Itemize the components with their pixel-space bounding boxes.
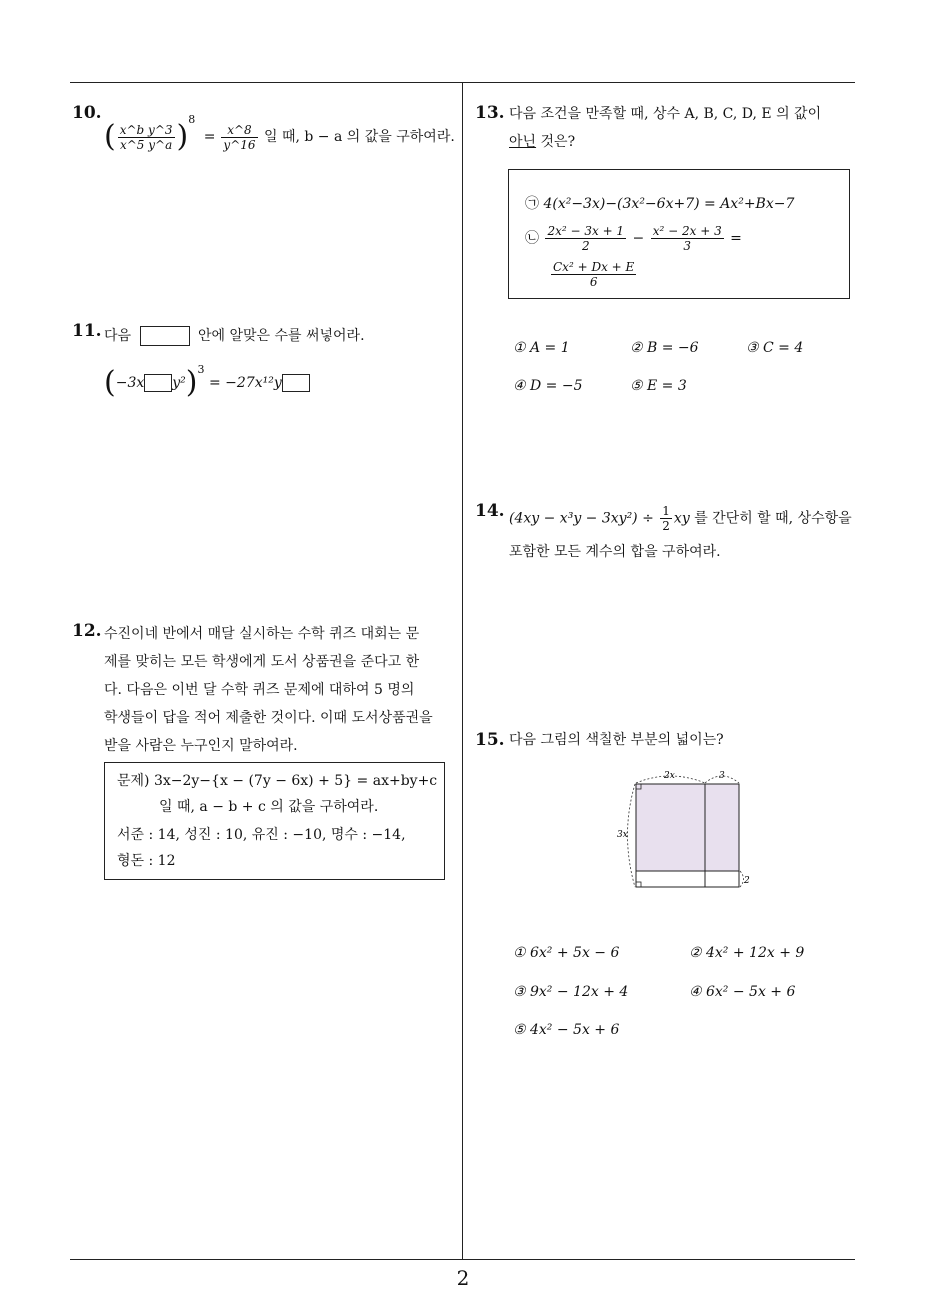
corner-mark (636, 882, 641, 887)
q10-rhs-num: x^8 (221, 123, 257, 138)
q11-blank-1[interactable] (144, 374, 172, 392)
q13-cond1-expr: 4(x²−3x)−(3x²−6x+7) = Ax²+Bx−7 (543, 196, 795, 212)
q12-paragraph (104, 620, 456, 760)
q14-line1 (509, 504, 852, 533)
q13-f3-num: Cx² + Dx + E (553, 260, 635, 274)
page-number: 2 (456, 1266, 470, 1290)
q10-lhs-den: x^5 y^a (119, 137, 173, 152)
q13-f2-den: 3 (683, 239, 692, 253)
q15-figure (610, 765, 760, 895)
q12-box-line: 문제) 3x−2y−{x − (7y − 6x) + 5} = ax+by+c (117, 773, 438, 789)
q11-expr-right: = −27x¹²y (208, 375, 282, 391)
q11-text-before: 다음 (104, 328, 132, 344)
q14-expr2: xy (673, 510, 690, 527)
fig-label-2x: 2x (664, 771, 675, 781)
q11-line1 (104, 322, 365, 350)
q13-f1-den: 2 (581, 239, 590, 253)
q14-frac-num: 1 (662, 504, 670, 518)
q12-box-line: 일 때, a − b + c 의 값을 구하여라. (159, 799, 379, 815)
q10-rhs-den: y^16 (223, 137, 256, 152)
q10-lhs-num: x^b y^3 (119, 122, 173, 137)
q13-cond2 (525, 224, 742, 253)
q13-choice-1[interactable]: ① A = 1 (513, 340, 570, 356)
q14-line2: 포함한 모든 계수의 합을 구하여라. (509, 544, 721, 560)
q15-choice-1[interactable]: ① 6x² + 5x − 6 (513, 945, 620, 961)
shaded-region (636, 784, 739, 871)
q11-number: 11. (72, 321, 102, 341)
q13-number: 13. (475, 103, 505, 123)
q12-number: 12. (72, 621, 102, 641)
q13-f3-den: 6 (589, 275, 598, 289)
q14-expr: (4xy − x³y − 3xy²) ÷ (509, 510, 654, 527)
q10-exp: 8 (188, 113, 196, 126)
fig-label-2: 2 (744, 876, 750, 886)
q11-expr-left: −3x (115, 375, 145, 391)
q12-line: 받을 사람은 누구인지 말하여라. (104, 738, 298, 754)
q11-expr-mid: y² (172, 375, 186, 391)
q13-choice-2[interactable]: ② B = −6 (630, 340, 699, 356)
q11-text-after: 안에 알맞은 수를 써넣어라. (197, 328, 365, 344)
q12-box-line: 서준 : 14, 성진 : 10, 유진 : −10, 명수 : −14, (117, 827, 406, 843)
q13-cond2-cont (549, 260, 638, 289)
q13-line1: 다음 조건을 만족할 때, 상수 A, B, C, D, E 의 값이 (509, 106, 822, 122)
q13-choice-3[interactable]: ③ C = 4 (746, 340, 804, 356)
column-divider (462, 82, 463, 1259)
q13-minus: − (632, 230, 645, 247)
q12-problem-box (104, 762, 445, 880)
q15-choice-4[interactable]: ④ 6x² − 5x + 6 (689, 984, 796, 1000)
q13-cond1 (525, 190, 794, 218)
q12-line: 학생들이 답을 적어 제출한 것이다. 이때 도서상품권을 (104, 710, 433, 726)
fig-label-3x: 3x (617, 830, 628, 840)
q13-underlined-word: 아닌 (509, 134, 537, 150)
q13-f1-num: 2x² − 3x + 1 (547, 224, 625, 238)
q13-line2 (509, 128, 575, 156)
q13-f2-num: x² − 2x + 3 (652, 224, 722, 238)
q12-line: 다. 다음은 이번 달 수학 퀴즈 문제에 대하여 5 명의 (104, 682, 415, 698)
q13-cond2-mark: ㉡ (525, 230, 539, 247)
side-arc-3x (628, 784, 636, 887)
q13-choice-5[interactable]: ⑤ E = 3 (630, 378, 687, 394)
q10-text: 일 때, b − a 의 값을 구하여라. (263, 129, 455, 145)
q13-cond1-mark: ㉠ (525, 196, 539, 212)
fig-label-3: 3 (719, 771, 725, 781)
q14-frac-den: 2 (662, 519, 670, 533)
bottom-rule (70, 1259, 855, 1260)
q11-exp: 3 (197, 363, 205, 376)
q14-text1: 를 간단히 할 때, 상수항을 (694, 510, 852, 527)
q13-condition-box (508, 169, 850, 299)
q12-box-line: 형돈 : 12 (117, 853, 176, 869)
q15-choice-2[interactable]: ② 4x² + 12x + 9 (689, 945, 805, 961)
q15-choice-3[interactable]: ③ 9x² − 12x + 4 (513, 984, 629, 1000)
q15-text: 다음 그림의 색칠한 부분의 넓이는? (509, 732, 724, 748)
q10-number: 10. (72, 103, 102, 123)
q12-line: 제를 맞히는 모든 학생에게 도서 상품권을 준다고 한 (104, 654, 420, 670)
q13-eq: = (730, 230, 742, 247)
q12-line: 수진이네 반에서 매달 실시하는 수학 퀴즈 대회는 문 (104, 626, 420, 642)
q11-blank-box[interactable] (140, 326, 190, 346)
q11-expression: (−3x y²)$^3$ = −27x¹²y (104, 356, 310, 398)
bottom-arc-2 (740, 871, 744, 887)
q15-number: 15. (475, 730, 505, 750)
q13-choice-4[interactable]: ④ D = −5 (513, 378, 583, 394)
q13-line2-rest: 것은? (540, 134, 576, 150)
q11-blank-2[interactable] (282, 374, 310, 392)
q15-choice-5[interactable]: ⑤ 4x² − 5x + 6 (513, 1022, 620, 1038)
q14-number: 14. (475, 501, 505, 521)
q10-expression: ( $\frac{\text{x\textasciicircum{}b y\textasciicircum{}3}}{x\^{}5 y\^{}a}$ )$^8$ = $\frac{x\^{}8}{y\^{}16}$ 일 때, b − a 의 값을 구하여라. (104, 113, 455, 154)
